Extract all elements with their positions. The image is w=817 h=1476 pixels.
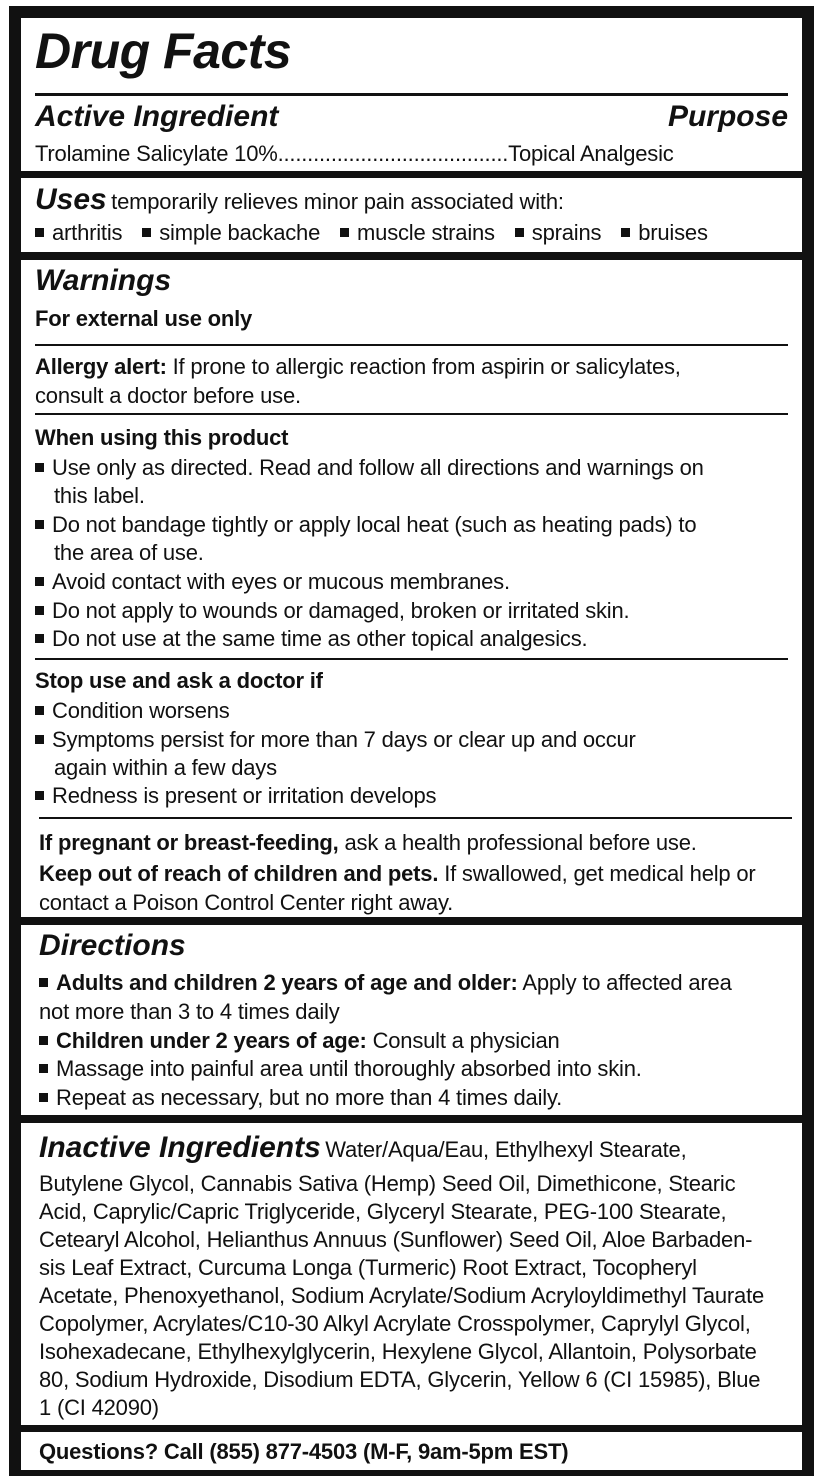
list-item: Do not use at the same time as other topical analgesics. — [35, 626, 587, 652]
uses-intro: temporarily relieves minor pain associated with: — [111, 189, 564, 214]
bullet-icon — [35, 791, 44, 800]
inactive-line-1: Inactive Ingredients Water/Aqua/Eau, Ethylhexyl Stearate, — [39, 1131, 687, 1164]
list-item: simple backache — [142, 220, 320, 245]
list-item: Symptoms persist for more than 7 days or clear up and occur — [35, 727, 636, 753]
uses-panel — [21, 178, 802, 252]
list-item: muscle strains — [340, 220, 495, 245]
questions-panel — [21, 1432, 802, 1470]
inactive-line: Isohexadecane, Ethylhexylglycerin, Hexylene Glycol, Allantoin, Polysorbate — [39, 1339, 757, 1364]
bullet-icon — [35, 706, 44, 715]
divider — [39, 817, 792, 819]
bullet-icon — [35, 735, 44, 744]
active-ingredient-panel — [21, 18, 802, 171]
keep-out-label: Keep out of reach of children and pets. — [39, 861, 439, 886]
allergy-alert-label: Allergy alert: — [35, 354, 167, 379]
bullet-icon — [142, 228, 151, 237]
warnings-panel — [21, 260, 802, 917]
keep-out-line-2: contact a Poison Control Center right away. — [39, 890, 454, 915]
divider — [35, 413, 788, 415]
warnings-heading: Warnings — [35, 264, 172, 297]
directions-adults-line-1: Adults and children 2 years of age and older: Apply to affected area — [39, 970, 732, 996]
list-item: Redness is present or irritation develops — [35, 783, 436, 809]
inactive-ingredients-panel — [21, 1123, 802, 1425]
stop-use-heading: Stop use and ask a doctor if — [35, 668, 323, 693]
inactive-line: sis Leaf Extract, Curcuma Longa (Turmeric) Root Extract, Tocopheryl — [39, 1255, 697, 1280]
bullet-icon — [39, 1093, 48, 1102]
active-ingredient-line: Trolamine Salicylate 10%.......................................Topical Analgesic — [35, 141, 674, 166]
divider — [35, 344, 788, 346]
active-ingredient-heading: Active Ingredient — [35, 100, 279, 133]
bullet-icon — [35, 463, 44, 472]
questions-line: Questions? Call (855) 877-4503 (M-F, 9am-5pm EST) — [39, 1439, 569, 1464]
when-using-heading: When using this product — [35, 425, 289, 450]
directions-heading: Directions — [39, 929, 186, 962]
directions-adults-line-2: not more than 3 to 4 times daily — [39, 999, 340, 1024]
page-title: Drug Facts — [35, 23, 292, 79]
list-item: Use only as directed. Read and follow all directions and warnings on — [35, 455, 704, 481]
uses-list — [35, 220, 708, 246]
allergy-alert-line-1: Allergy alert: If prone to allergic reaction from aspirin or salicylates, — [35, 354, 681, 379]
external-use-line: For external use only — [35, 306, 253, 331]
list-item: Do not bandage tightly or apply local heat (such as heating pads) to — [35, 512, 696, 538]
list-item: Massage into painful area until thoroughly absorbed into skin. — [39, 1056, 642, 1082]
bullet-icon — [35, 520, 44, 529]
inactive-line: Copolymer, Acrylates/C10-30 Alkyl Acrylate Crosspolymer, Caprylyl Glycol, — [39, 1311, 751, 1336]
bullet-icon — [515, 228, 524, 237]
purpose-heading: Purpose — [667, 100, 788, 133]
list-item: Repeat as necessary, but no more than 4 times daily. — [39, 1085, 562, 1111]
bullet-icon — [39, 978, 48, 987]
directions-panel — [21, 925, 802, 1115]
bullet-icon — [340, 228, 349, 237]
bullet-icon — [35, 577, 44, 586]
inactive-line: 80, Sodium Hydroxide, Disodium EDTA, Glycerin, Yellow 6 (CI 15985), Blue — [39, 1367, 761, 1392]
bullet-icon — [621, 228, 630, 237]
directions-children-line: Children under 2 years of age: Consult a physician — [39, 1028, 560, 1054]
pregnant-label: If pregnant or breast-feeding, — [39, 830, 339, 855]
uses-heading: Uses — [35, 183, 107, 216]
bullet-icon — [39, 1064, 48, 1073]
inactive-line: 1 (CI 42090) — [39, 1395, 159, 1420]
inactive-line: Cetearyl Alcohol, Helianthus Annuus (Sunflower) Seed Oil, Aloe Barbaden- — [39, 1227, 753, 1252]
inactive-line: Acetate, Phenoxyethanol, Sodium Acrylate/Sodium Acryloyldimethyl Taurate — [39, 1283, 765, 1308]
list-item: arthritis — [35, 220, 122, 245]
list-item: bruises — [621, 220, 708, 245]
bullet-icon — [35, 606, 44, 615]
list-item-continued: the area of use. — [54, 540, 204, 565]
list-item-continued: this label. — [54, 483, 145, 508]
list-item-continued: again within a few days — [54, 755, 277, 780]
uses-line — [35, 183, 564, 217]
drug-facts-label — [9, 6, 814, 1476]
bullet-icon — [35, 228, 44, 237]
list-item: sprains — [515, 220, 602, 245]
allergy-alert-line-2: consult a doctor before use. — [35, 383, 301, 408]
inactive-line: Acid, Caprylic/Capric Triglyceride, Glyceryl Stearate, PEG-100 Stearate, — [39, 1199, 727, 1224]
inactive-ingredients-heading: Inactive Ingredients — [39, 1131, 321, 1164]
inactive-line: Butylene Glycol, Cannabis Sativa (Hemp) Seed Oil, Dimethicone, Stearic — [39, 1171, 736, 1196]
adults-label: Adults and children 2 years of age and older: — [56, 970, 518, 995]
pregnant-line: If pregnant or breast-feeding, ask a health professional before use. — [39, 830, 697, 855]
bullet-icon — [35, 634, 44, 643]
list-item: Condition worsens — [35, 698, 230, 724]
children-label: Children under 2 years of age: — [56, 1028, 367, 1053]
list-item: Avoid contact with eyes or mucous membranes. — [35, 569, 510, 595]
divider — [35, 658, 788, 660]
keep-out-line-1: Keep out of reach of children and pets. If swallowed, get medical help or — [39, 861, 756, 886]
list-item: Do not apply to wounds or damaged, broken or irritated skin. — [35, 598, 629, 624]
divider — [35, 93, 788, 96]
bullet-icon — [39, 1036, 48, 1045]
